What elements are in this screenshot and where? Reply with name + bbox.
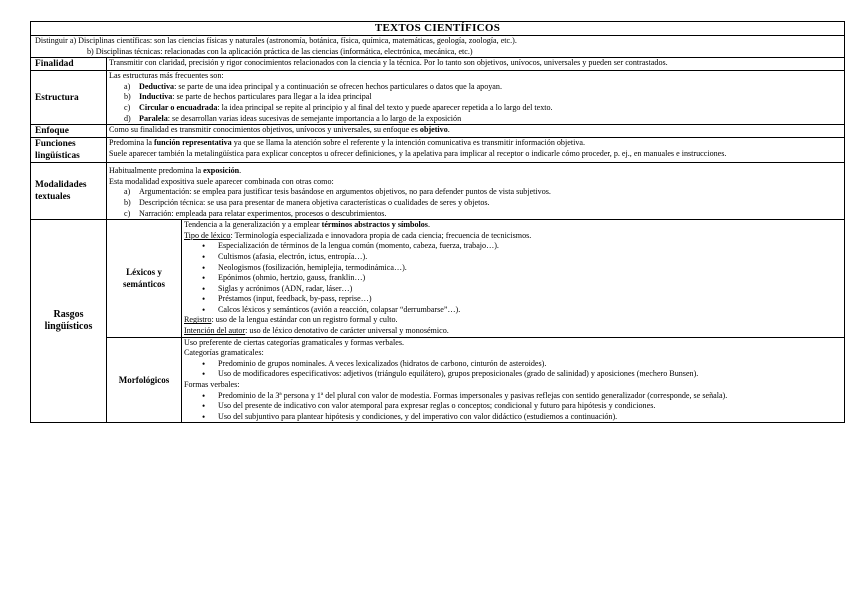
modalidades-p1	[109, 166, 842, 177]
enfoque-text	[107, 125, 845, 138]
funciones-p1-after: ya que se llama la atención sobre el referente y la intención comunicativa es transmitir información objetiva.	[231, 138, 585, 148]
structure-text: : se desarrollan varias ideas sucesivas de semejante importancia a lo largo de la exposición	[167, 113, 462, 123]
morfologicos-line-1: Uso preferente de ciertas categorías gramaticales y formas verbales.	[184, 337, 404, 347]
enfoque-label: Enfoque	[31, 125, 107, 138]
textos-cientificos-table	[30, 21, 845, 423]
formas-label: Formas verbales:	[184, 380, 240, 390]
morfologicos-label: Morfológicos	[107, 337, 182, 423]
intro-line-1: Distinguir a) Disciplinas científicas: son las ciencias físicas y naturales (astronomía, botánica, física, química, matemáticas, geología, zoología, etc.).	[35, 36, 517, 45]
morfologicos-row	[31, 337, 845, 423]
modalidades-row	[31, 163, 845, 220]
list-item: • Siglas y acrónimos (ADN, radar, láser…)	[214, 284, 842, 295]
structure-text: : se parte de hechos particulares para llegar a la idea principal	[172, 92, 372, 102]
registro-label: Registro	[184, 315, 212, 325]
lexicos-content	[182, 220, 845, 338]
list-marker: c)	[124, 208, 131, 218]
categorias-list	[184, 359, 842, 380]
tipo-lexico-line	[184, 231, 842, 242]
funciones-p1	[109, 138, 842, 149]
lexicos-row	[31, 220, 845, 338]
structure-term: Circular o encuadrada	[139, 102, 218, 112]
list-item: • Uso del presente de indicativo con valor atemporal para expresar reglas o conceptos; condicional y futuro para hipótesis y condiciones.	[214, 401, 842, 412]
list-marker: a)	[124, 187, 131, 197]
estructura-intro: Las estructuras más frecuentes son:	[109, 71, 224, 81]
finalidad-row	[31, 58, 845, 71]
funciones-p2: Suele aparecer también la metalingüística para explicar conceptos u ofrecer definiciones, y la apelativa para implicar al receptor o indicarle cómo proceder, p. ej., en manuales e instrucciones.	[109, 148, 727, 158]
modalidades-p2: Esta modalidad expositiva suele aparecer combinada con otras como:	[109, 176, 334, 186]
modalidades-p1-after: .	[239, 166, 242, 176]
list-marker: b)	[124, 92, 131, 102]
intro-line-2: b) Disciplinas técnicas: relacionadas con la aplicación práctica de las ciencias (informática, electrónica, mecánica, etc.)	[87, 46, 473, 56]
rasgos-label: Rasgos lingüísticos	[31, 220, 107, 423]
estructura-list	[109, 82, 842, 124]
intencion-line	[184, 326, 842, 337]
intro-cell	[31, 36, 845, 58]
modalidades-p1-before: Habitualmente predomina la	[109, 166, 204, 176]
intro-row	[31, 36, 845, 58]
registro-line	[184, 315, 842, 326]
structure-term: Deductiva	[139, 81, 175, 91]
modalidades-list	[109, 187, 842, 219]
lexicos-keyword: términos abstractos y símbolos	[321, 220, 428, 230]
enfoque-keyword: objetivo	[419, 125, 448, 135]
list-item: • Uso del subjuntivo para plantear hipótesis y condiciones, y del imperativo con valor didáctico (estudiemos a continuación).	[214, 412, 842, 423]
modalidad-text: Argumentación: se emplea para justificar tesis basándose en argumentos objetivos, no para defender puntos de vista subjetivos.	[139, 187, 551, 197]
title-row	[31, 22, 845, 36]
tipo-lexico-label: Tipo de léxico	[184, 230, 231, 240]
intencion-label: Intención del autor	[184, 326, 246, 336]
enfoque-text-before: Como su finalidad es transmitir conocimientos objetivos, unívocos y universales, su enfoque es	[109, 125, 420, 135]
list-item: • Uso de modificadores especificativos: adjetivos (triángulo equilátero), grupos preposicionales (grado de salinidad) y aposiciones (mechero Bunsen).	[214, 369, 842, 380]
list-item: • Neologismos (fosilización, hemiplejia, termodinámica…).	[214, 263, 842, 274]
categorias-label: Categorías gramaticales:	[184, 348, 264, 358]
estructura-row	[31, 71, 845, 125]
list-marker: c)	[124, 102, 131, 112]
list-item: • Predominio de la 3ª persona y 1ª del plural con valor de modestia. Formas impersonales y pasivas reflejas con sentido generalizador (corresponde, se señala).	[214, 391, 842, 402]
list-item	[124, 208, 842, 220]
list-marker: d)	[124, 113, 131, 123]
list-item: • Calcos léxicos y semánticos (avión a reacción, colapsar “derrumbarse”…).	[214, 305, 842, 316]
list-item: • Especialización de términos de la lengua común (momento, cabeza, fuerza, trabajo…).	[214, 241, 842, 252]
modalidades-keyword: exposición	[203, 166, 240, 176]
list-item: • Epónimos (ohmio, hertzio, gauss, franklin…)	[214, 273, 842, 284]
finalidad-text: Transmitir con claridad, precisión y rigor conocimientos relacionados con la ciencia y la técnica. Por lo tanto son objetivos, unívocos, universales y pueden ser contrastados.	[107, 58, 845, 71]
finalidad-label: Finalidad	[31, 58, 107, 71]
funciones-row	[31, 138, 845, 163]
estructura-content	[107, 71, 845, 125]
enfoque-text-after: .	[447, 125, 450, 135]
list-item	[124, 102, 842, 114]
list-item	[124, 92, 842, 103]
funciones-p1-before: Predomina la	[109, 138, 154, 148]
funciones-content	[107, 138, 845, 163]
intencion-text: : uso de léxico denotativo de carácter universal y monosémico.	[245, 326, 449, 336]
modalidades-content	[107, 163, 845, 220]
structure-text: : se parte de una idea principal y a continuación se ofrecen hechos particulares o datos que la apoyan.	[174, 81, 502, 91]
table-title: TEXTOS CIENTÍFICOS	[31, 22, 845, 36]
list-marker: a)	[124, 81, 131, 91]
tipo-lexico-text: : Terminología especializada e innovadora propia de cada ciencia; frecuencia de tecnicismos.	[230, 230, 532, 240]
structure-term: Inductiva	[139, 92, 173, 102]
lexicos-l1-after: .	[427, 220, 430, 230]
modalidades-label: Modalidades textuales	[31, 163, 107, 220]
list-item	[124, 113, 842, 125]
enfoque-row	[31, 125, 845, 138]
lexicos-l1-before: Tendencia a la generalización y a emplear	[184, 220, 322, 230]
list-item	[124, 197, 842, 209]
funciones-label: Funciones lingüísticas	[31, 138, 107, 163]
morfologicos-content	[182, 337, 845, 423]
formas-list	[184, 391, 842, 423]
list-marker: b)	[124, 197, 131, 207]
lexicos-label: Léxicos y semánticos	[107, 220, 182, 338]
funciones-keyword: función representativa	[153, 138, 232, 148]
structure-term: Paralela	[139, 113, 168, 123]
lexicos-line-1	[184, 220, 842, 231]
estructura-label: Estructura	[31, 71, 107, 125]
modalidad-text: Narración: empleada para relatar experimentos, procesos o descubrimientos.	[139, 208, 387, 218]
list-item	[124, 187, 842, 198]
modalidad-text: Descripción técnica: se usa para presentar de manera objetiva características o cualidades de seres y objetos.	[139, 197, 490, 207]
structure-text: : la idea principal se repite al principio y al final del texto y puede aparecer repetida a lo largo del texto.	[217, 102, 553, 112]
lexicos-bullet-list	[184, 241, 842, 315]
document-sheet	[30, 21, 844, 423]
list-item: • Cultismos (afasia, electrón, ictus, entropía…).	[214, 252, 842, 263]
list-item	[124, 81, 842, 93]
list-item: • Predominio de grupos nominales. A veces lexicalizados (hidratos de carbono, cinturón de asteroides).	[214, 359, 842, 370]
registro-text: : uso de la lengua estándar con un registro formal y culto.	[211, 315, 398, 325]
list-item: • Préstamos (input, feedback, by-pass, reprise…)	[214, 294, 842, 305]
